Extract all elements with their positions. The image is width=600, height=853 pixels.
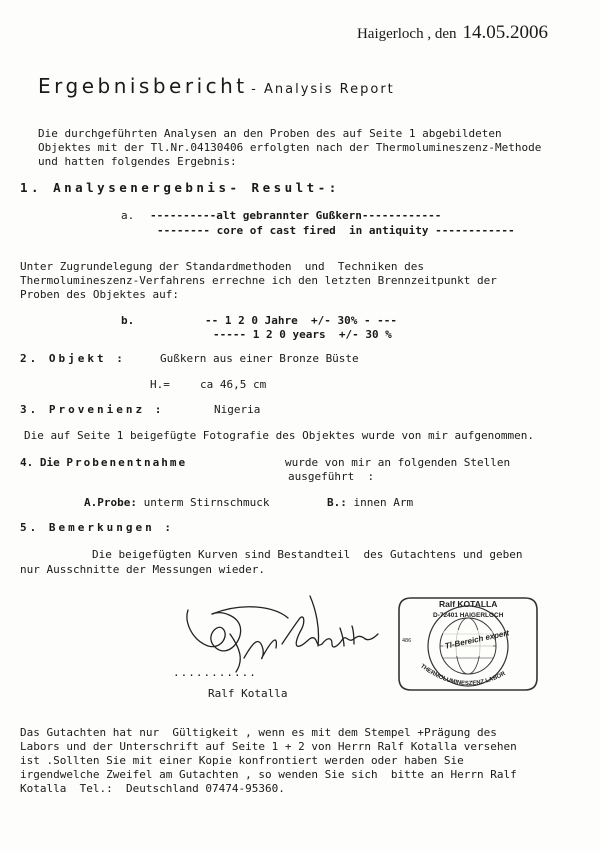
section3-text: Die auf Seite 1 beigefügte Fotografie des Objektes wurde von mir aufgenommen. xyxy=(24,429,534,442)
footer-line: Das Gutachten hat nur Gültigkeit , wenn es mit dem Stempel +Prägung des xyxy=(20,726,497,739)
result-b-label: b. xyxy=(121,314,135,327)
section1-text xyxy=(20,260,497,302)
title-main: Ergebnisbericht xyxy=(38,74,248,98)
result-a-line1: ----------alt gebrannter Gußkern------------ xyxy=(150,209,442,222)
probe-b-label: B.: xyxy=(327,496,347,509)
probe-a xyxy=(84,496,269,509)
footer-line: irgendwelche Zweifel am Gutachten , so wenden Sie sich bitte an Herrn Ralf xyxy=(20,768,517,781)
footer-paragraph xyxy=(20,726,517,796)
signature-dots: ........... xyxy=(173,666,257,679)
section4-heading-prefix: 4. Die xyxy=(20,456,60,469)
result-a-line2: -------- core of cast fired in antiquity ------------ xyxy=(157,224,515,237)
stamp-center-text: Tl-Bereich expert xyxy=(444,628,510,651)
section4-text1: wurde von mir an folgenden Stellen xyxy=(285,456,511,469)
result-a-label: a. xyxy=(121,209,135,222)
section3-heading: 3. Provenienz : xyxy=(20,403,165,416)
section1-heading: 1. Analysenergebnis- Result-: xyxy=(20,180,340,195)
text-line: Proben des Objektes auf: xyxy=(20,288,179,301)
text-line: Thermolumineszenz-Verfahrens errechne ich den letzten Brennzeitpunkt der xyxy=(20,274,497,287)
date-line xyxy=(357,22,548,44)
stamp-address: D-72401 HAIGERLOCH xyxy=(433,612,504,619)
intro-paragraph xyxy=(38,127,541,169)
text-line: Unter Zugrundelegung der Standardmethoden und Techniken des xyxy=(20,260,424,273)
provenance-value: Nigeria xyxy=(214,403,261,416)
intro-line: Objektes mit der Tl.Nr.04130406 erfolgten nach der Thermolumineszenz-Methode xyxy=(38,141,542,154)
stamp-top-text: Ralf KOTALLA xyxy=(439,599,498,609)
section5-text1: Die beigefügten Kurven sind Bestandteil des Gutachtens und geben xyxy=(92,548,523,561)
result-b-line1: -- 1 2 0 Jahre +/- 30% - --- xyxy=(205,314,398,327)
height-label: H.= xyxy=(150,378,170,391)
stamp-bottom-text xyxy=(419,663,507,687)
signature-name: Ralf Kotalla xyxy=(208,687,288,700)
section4-heading-spaced: Probenentnahme xyxy=(66,456,188,469)
section5-text2: nur Ausschnitte der Messungen wieder. xyxy=(20,563,266,576)
signature-handwriting: Ralf Kotalla xyxy=(287,668,295,669)
page-title xyxy=(38,74,395,98)
title-sub: - Analysis Report xyxy=(251,82,395,97)
date: 14.05.2006 xyxy=(462,22,548,43)
probe-b-value: innen Arm xyxy=(353,496,414,509)
probe-a-value: unterm Stirnschmuck xyxy=(143,496,270,509)
section4-heading xyxy=(20,456,187,469)
lab-stamp-image xyxy=(397,594,539,694)
place: Haigerloch , den xyxy=(356,26,457,42)
height-value: ca 46,5 cm xyxy=(200,378,267,391)
footer-line: Labors und der Unterschrift auf Seite 1 + 2 von Herrn Ralf Kotalla versehen xyxy=(20,740,517,753)
object-value: Gußkern aus einer Bronze Büste xyxy=(160,352,359,365)
probe-b xyxy=(327,496,413,509)
stamp-bottom-path: THERMOLUMINESZENZ LABOR xyxy=(419,663,507,688)
intro-line: und hatten folgendes Ergebnis: xyxy=(38,155,237,168)
footer-line: Kotalla Tel.: Deutschland 07474-95360. xyxy=(20,782,285,795)
section2-heading: 2. Objekt : xyxy=(20,352,126,365)
stamp-number: 486 xyxy=(402,638,412,644)
intro-line: Die durchgeführten Analysen an den Proben des auf Seite 1 abgebildeten xyxy=(38,127,502,140)
footer-line: ist .Sollten Sie mit einer Kopie konfrontiert werden oder haben Sie xyxy=(20,754,464,767)
section4-text2: ausgeführt : xyxy=(288,470,375,483)
probe-a-label: A.Probe: xyxy=(84,496,137,509)
section5-heading: 5. Bemerkungen : xyxy=(20,521,174,534)
result-b-line2: ----- 1 2 0 years +/- 30 % xyxy=(213,328,392,341)
